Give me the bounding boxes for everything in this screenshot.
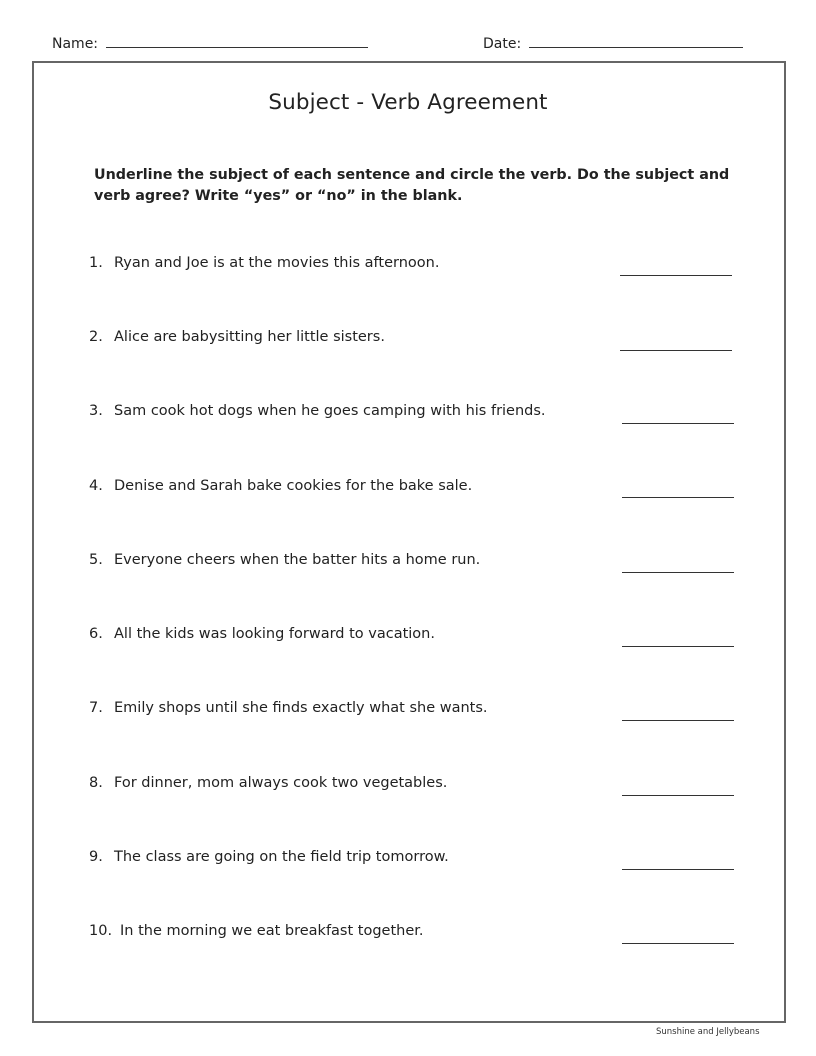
question-text: Emily shops until she finds exactly what she wants. bbox=[114, 700, 488, 716]
question-number: 2. bbox=[89, 329, 103, 345]
name-label: Name: bbox=[52, 36, 99, 52]
answer-blank-4[interactable] bbox=[622, 497, 734, 498]
question-number: 8. bbox=[89, 775, 103, 791]
footer-credit: Sunshine and Jellybeans bbox=[656, 1027, 760, 1037]
instructions: Underline the subject of each sentence and circle the verb. Do the subject and verb agree? Write “yes” or “no” in the blank. bbox=[94, 167, 730, 204]
date-field bbox=[483, 33, 743, 52]
worksheet-title: Subject - Verb Agreement bbox=[268, 90, 548, 115]
answer-blank-6[interactable] bbox=[622, 646, 734, 647]
question-text: Denise and Sarah bake cookies for the bake sale. bbox=[114, 478, 473, 494]
answer-blank-7[interactable] bbox=[622, 720, 734, 721]
answer-blank-10[interactable] bbox=[622, 943, 734, 944]
date-label: Date: bbox=[483, 36, 522, 52]
question-number: 10. bbox=[89, 923, 113, 939]
question-number: 7. bbox=[89, 700, 103, 716]
answer-blank-2[interactable] bbox=[620, 350, 732, 351]
question-text: The class are going on the field trip tomorrow. bbox=[114, 849, 449, 865]
question-number: 9. bbox=[89, 849, 103, 865]
question-text: All the kids was looking forward to vacation. bbox=[114, 626, 435, 642]
question-number: 6. bbox=[89, 626, 103, 642]
question-text: In the morning we eat breakfast together. bbox=[120, 923, 424, 939]
date-blank[interactable] bbox=[529, 33, 743, 48]
answer-blank-3[interactable] bbox=[622, 423, 734, 424]
answer-blank-9[interactable] bbox=[622, 869, 734, 870]
question-text: Alice are babysitting her little sisters. bbox=[114, 329, 385, 345]
question-text: For dinner, mom always cook two vegetables. bbox=[114, 775, 448, 791]
question-number: 4. bbox=[89, 478, 103, 494]
name-blank[interactable] bbox=[106, 33, 368, 48]
question-text: Everyone cheers when the batter hits a home run. bbox=[114, 552, 481, 568]
answer-blank-1[interactable] bbox=[620, 275, 732, 276]
question-number: 5. bbox=[89, 552, 103, 568]
question-number: 1. bbox=[89, 255, 103, 271]
answer-blank-8[interactable] bbox=[622, 795, 734, 796]
question-text: Ryan and Joe is at the movies this afternoon. bbox=[114, 255, 440, 271]
question-4 bbox=[89, 478, 739, 502]
header-row bbox=[52, 33, 762, 55]
question-number: 3. bbox=[89, 403, 103, 419]
answer-blank-5[interactable] bbox=[622, 572, 734, 573]
question-text: Sam cook hot dogs when he goes camping with his friends. bbox=[114, 403, 546, 419]
name-field bbox=[52, 33, 368, 52]
